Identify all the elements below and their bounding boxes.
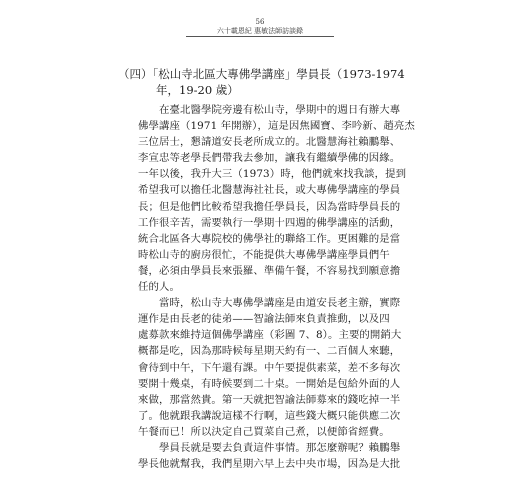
paragraph-line: 運作是由長老的徒弟——智諭法師來負責推動，以及四 bbox=[138, 313, 390, 326]
paragraph-line: 學長他就幫我，我們星期六早上去中央市場，因為是大批 bbox=[138, 458, 401, 471]
paragraph-line: 了。他就跟我講說這樣不行啊，這些錢大概只能供應二次 bbox=[138, 409, 401, 422]
section-heading-line: 年，19-20 歲） bbox=[156, 83, 239, 97]
paragraph-line: 會待到中午，下午還有課。中午要提供素菜，差不多每次 bbox=[138, 361, 401, 374]
paragraph-line: 長；但是他們比較希望我擔任學員長，因為當時學員長的 bbox=[138, 200, 401, 213]
paragraph-line: 餐，必須由學員長來張羅、準備午餐，不容易找到願意擔 bbox=[138, 264, 401, 277]
paragraph-line: 當時，松山寺大專佛學講座是由道安長老主辦，實際 bbox=[159, 297, 401, 310]
page-number: 56 bbox=[255, 18, 265, 26]
paragraph-line: 時松山寺的廚房很忙，不能提供大專佛學講座學員們午 bbox=[138, 248, 390, 261]
paragraph-line: 佛學講座（1971 年開辦），這是因焦國寶、李吟新、趙亮杰 bbox=[138, 120, 415, 133]
body-text bbox=[138, 102, 415, 472]
paragraph-line: 午餐而已！所以決定自己買菜自己煮，以便節省經費。 bbox=[138, 425, 390, 438]
paragraph-line: 來做，那當然貴。第一天就把智諭法師募來的錢吃掉一半 bbox=[138, 393, 401, 406]
paragraph-line: 李宣忠等老學長們帶我去參加，讓我有繼續學佛的因緣。 bbox=[138, 152, 401, 165]
paragraph-line: 統合北區各大專院校的佛學社的聯絡工作。更困難的是當 bbox=[138, 232, 401, 245]
paragraph-line: 希望我可以擔任北醫慧海社社長，或大專佛學講座的學員 bbox=[138, 184, 401, 197]
section-heading bbox=[118, 66, 408, 98]
header-rule bbox=[186, 36, 334, 37]
paragraph-line: 處募款來維持這個佛學講座（彩圖 7、8）。主要的開銷大 bbox=[138, 329, 402, 342]
paragraph-line: 概都是吃，因為那時候每星期天約有一、二百個人來聽， bbox=[138, 345, 401, 358]
paragraph-line: 一年以後，我升大三（1973）時，他們就來找我談，提到 bbox=[138, 168, 407, 181]
running-title: 六十載恩紀 惠敏法師訪談錄 bbox=[216, 27, 304, 35]
paragraph-line: 學員長就是要去負責這件事情。那怎麼辦呢？賴鵬舉 bbox=[159, 441, 401, 454]
paragraph-line: 任的人。 bbox=[138, 281, 180, 294]
paragraph-line: 工作很辛苦，需要執行一學期十四週的佛學講座的活動， bbox=[138, 216, 401, 229]
running-header bbox=[0, 18, 520, 36]
paragraph-line: 要開十幾桌，有時候要到二十桌。一開始是包給外面的人 bbox=[138, 377, 401, 390]
paragraph-line: 在臺北醫學院旁邊有松山寺，學期中的週日有辦大專 bbox=[159, 104, 401, 116]
section-heading-line: （四）「松山寺北區大專佛學講座」學員長（1973-1974 bbox=[118, 67, 405, 81]
paragraph-line: 三位居士，懇請道安長老所成立的。北醫慧海社賴鵬舉、 bbox=[138, 136, 401, 149]
